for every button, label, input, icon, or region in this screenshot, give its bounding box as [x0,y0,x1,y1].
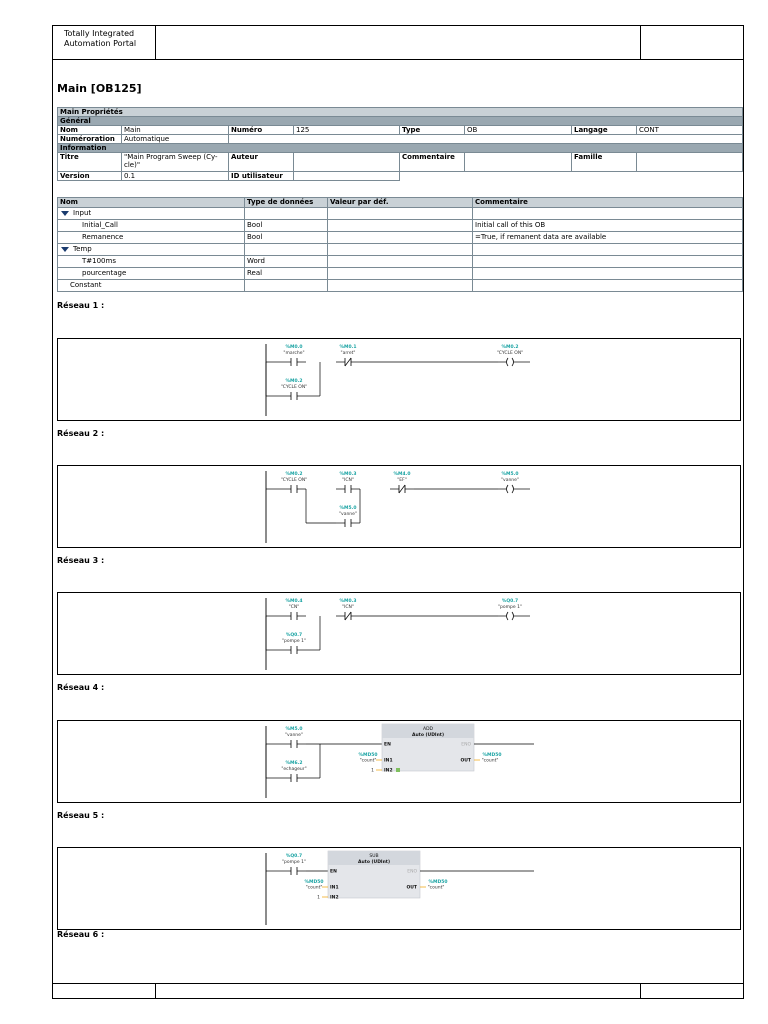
network-box[interactable] [57,592,741,675]
title-label: Titre [58,153,122,172]
interface-header-1: Type de données [245,198,328,208]
number-label: Numéro [229,126,294,135]
interface-default-cell [328,232,473,244]
network-box[interactable] [57,338,741,421]
footer-divider-2 [640,984,641,999]
interface-header-2: Valeur par déf. [328,198,473,208]
interface-row [58,208,743,220]
properties-section-label: Main Propriétés [58,108,743,117]
contact-symbol: "ICN" [342,605,354,610]
nc-contact-icon [336,358,360,366]
branch-contact-symbol: "pompe 1" [281,639,307,644]
nc-contact-icon [390,485,414,493]
coil-symbol: "CYCLE ON" [496,351,524,356]
contact-address: %M0.1 [339,345,357,350]
no-contact-icon [282,485,306,493]
interface-type-cell: Bool [245,220,328,232]
page-title: Main [OB125] [57,82,142,95]
numbering-empty [229,135,743,144]
block-name: ADD [422,727,434,732]
language-value: CONT [637,126,743,135]
contact-address: %Q0.7 [285,854,303,859]
interface-comment-cell [473,268,743,280]
coil-icon [498,485,530,493]
coil-icon [498,612,530,620]
network-box[interactable] [57,847,741,930]
interface-comment-cell [473,244,743,256]
out-symbol: "count" [427,885,445,891]
interface-comment-cell: Initial call of this OB [473,220,743,232]
in1-address: %MD50 [304,880,324,885]
contact-address: %M5.0 [285,727,303,732]
network-title: Réseau 1 : [57,301,105,310]
interface-name-cell: T#100ms [58,256,245,268]
contact-address: %M0.4 [285,599,303,604]
branch-contact-address: %M5.0 [339,506,357,511]
contact-address: %M4.0 [393,472,411,477]
interface-name-cell: Constant [58,280,245,292]
network-title: Réseau 2 : [57,429,105,438]
interface-name-cell: Remanence [58,232,245,244]
interface-comment-cell: =True, if remanent data are available [473,232,743,244]
numbering-value: Automatique [122,135,229,144]
ladder-diagram [58,593,742,676]
block-eno: ENO [461,742,471,748]
contact-address: %M0.3 [339,599,357,604]
out-address: %MD50 [428,880,448,885]
no-contact-icon [282,774,306,782]
branch-contact-address: %Q0.7 [285,633,303,638]
branch-contact-symbol: "CYCLE ON" [280,385,308,390]
block-in2: IN2 [384,768,393,774]
branch-contact-address: %M0.2 [285,379,303,384]
interface-type-cell [245,244,328,256]
network-title: Réseau 6 : [57,930,105,939]
branch-contact-address: %M6.2 [285,761,303,766]
in1-symbol: "count" [305,885,323,891]
family-value [637,153,743,172]
type-label: Type [400,126,465,135]
network-title: Réseau 5 : [57,811,105,820]
block-eno: ENO [407,869,417,875]
contact-symbol: "marche" [283,351,305,356]
coil-symbol: "vanne" [500,478,520,483]
block-in1: IN1 [330,885,339,891]
contact-address: %M0.3 [339,472,357,477]
interface-row [58,280,743,292]
contact-symbol: "CN" [288,605,300,610]
out-address: %MD50 [482,753,502,758]
expand-triangle-icon[interactable] [61,247,69,252]
ladder-diagram [58,848,742,931]
number-value: 125 [294,126,400,135]
interface-type-cell: Bool [245,232,328,244]
title-value: "Main Program Sweep (Cy-cle)" [122,153,229,172]
author-value [294,153,400,172]
block-in2: IN2 [330,895,339,901]
interface-default-cell [328,256,473,268]
interface-type-cell: Real [245,268,328,280]
page-header [52,25,744,60]
network-box[interactable] [57,465,741,548]
in2-value: 1 [317,895,320,901]
no-contact-icon [282,612,306,620]
network-box[interactable] [57,720,741,803]
no-contact-icon [336,519,360,527]
ladder-diagram [58,339,742,422]
interface-comment-cell [473,280,743,292]
version-row-empty [400,172,743,181]
interface-default-cell [328,268,473,280]
interface-header-3: Commentaire [473,198,743,208]
comment-label: Commentaire [400,153,465,172]
block-type: Auto (UDInt) [357,860,391,865]
user-id-label: ID utilisateur [229,172,294,181]
page-footer [52,983,744,999]
interface-name-cell: Initial_Call [58,220,245,232]
interface-type-cell: Word [245,256,328,268]
interface-row [58,256,743,268]
block-out: OUT [406,885,417,891]
out-symbol: "count" [481,758,499,764]
logo-line-2: Automation Portal [64,39,137,48]
interface-default-cell [328,208,473,220]
nc-contact-icon [336,612,360,620]
contact-symbol: "vanne" [284,733,304,738]
numbering-label: Numéroration [58,135,122,144]
coil-address: %M0.2 [501,345,519,350]
properties-table [57,107,743,181]
contact-address: %M0.2 [285,472,303,477]
type-value: OB [465,126,572,135]
language-label: Langage [572,126,637,135]
interface-name-cell: Input [58,208,245,220]
contact-symbol: "ICN" [342,478,354,483]
no-contact-icon [282,646,306,654]
no-contact-icon [282,392,306,400]
coil-icon [498,358,530,366]
interface-comment-cell [473,256,743,268]
no-contact-icon [282,867,306,875]
branch-contact-symbol: "echageur" [281,767,307,772]
interface-default-cell [328,280,473,292]
coil-address: %M5.0 [501,472,519,477]
block-out: OUT [460,758,471,764]
interface-type-cell [245,280,328,292]
name-label: Nom [58,126,122,135]
contact-symbol: "EF" [397,478,407,483]
add-input-icon [396,768,400,772]
network-title: Réseau 4 : [57,683,105,692]
contact-address: %M0.0 [285,345,303,350]
no-contact-icon [282,740,306,748]
logo-line-1: Totally Integrated [64,29,135,38]
interface-default-cell [328,220,473,232]
contact-symbol: "CYCLE ON" [280,478,308,483]
block-en: EN [384,742,391,748]
no-contact-icon [336,485,360,493]
interface-comment-cell [473,208,743,220]
block-type: Auto (UDInt) [411,733,445,738]
ladder-diagram [58,721,742,804]
branch-contact-symbol: "vanne" [338,512,358,517]
interface-row [58,244,743,256]
information-section-label: Information [58,144,743,153]
interface-name-cell: Temp [58,244,245,256]
expand-triangle-icon[interactable] [61,211,69,216]
version-label: Version [58,172,122,181]
version-value: 0.1 [122,172,229,181]
ladder-diagram [58,466,742,549]
comment-value [465,153,572,172]
header-logo-text [52,25,156,59]
name-value: Main [122,126,229,135]
general-section-label: Général [58,117,743,126]
user-id-value [294,172,400,181]
footer-divider-1 [155,984,156,999]
in1-address: %MD50 [358,753,378,758]
interface-header-0: Nom [58,198,245,208]
interface-name-cell: pourcentage [58,268,245,280]
block-name: SUB [369,854,379,859]
coil-symbol: "pompe 1" [497,605,523,610]
author-label: Auteur [229,153,294,172]
interface-row [58,232,743,244]
family-label: Famille [572,153,637,172]
in2-value: 1 [371,768,374,774]
interface-type-cell [245,208,328,220]
interface-row [58,220,743,232]
contact-symbol: "arret" [340,351,356,356]
header-divider [640,25,641,59]
interface-table [57,197,743,292]
coil-address: %Q0.7 [501,599,519,604]
block-en: EN [330,869,337,875]
interface-default-cell [328,244,473,256]
block-in1: IN1 [384,758,393,764]
network-title: Réseau 3 : [57,556,105,565]
in1-symbol: "count" [359,758,377,764]
interface-row [58,268,743,280]
contact-symbol: "pompe 1" [281,860,307,865]
no-contact-icon [282,358,306,366]
